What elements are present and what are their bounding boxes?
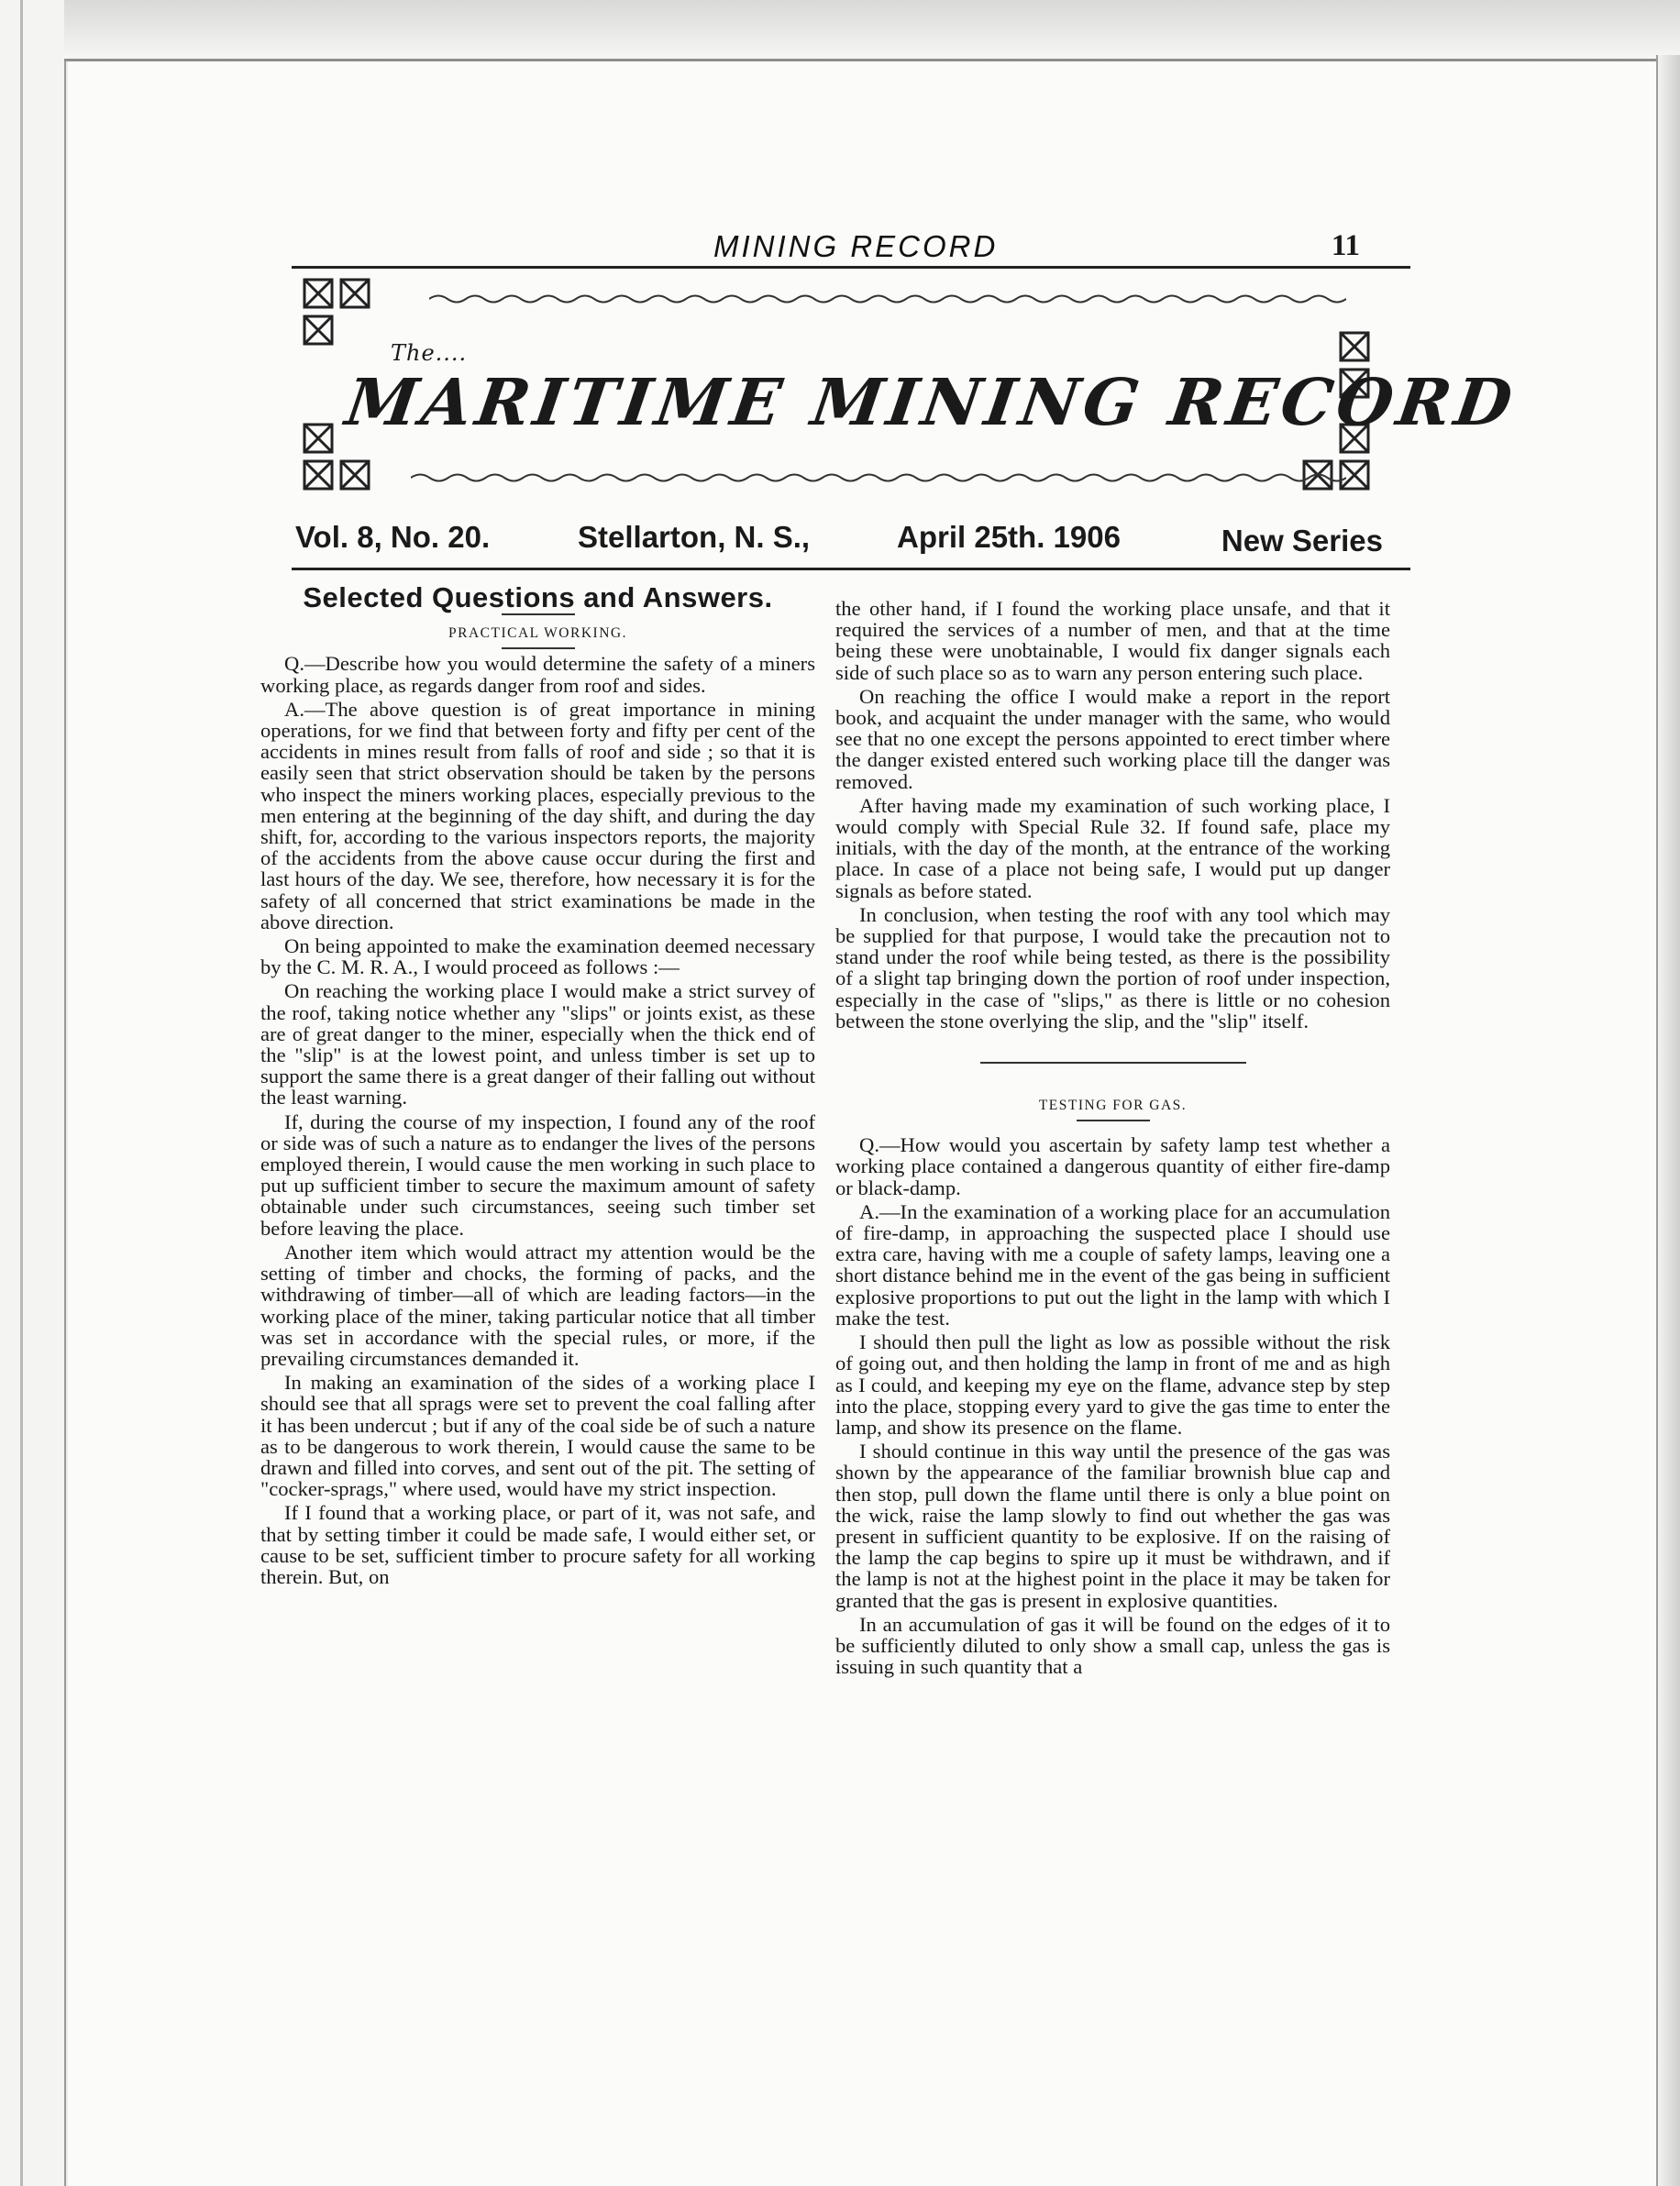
paragraph: In making an examination of the sides of a working place I should see that all sprags were set to prevent the coal falling after it has been undercut ; but if any of the coal side be of such a nature as to be dangerous to work therein, I would cause the same to be drawn and filled into corves, and sent out of the pit. The setting of "cocker-sprags," where used, would have my strict inspection. [260, 1371, 815, 1501]
paragraph: After having made my examination of such working place, I would comply with Special Rule 32. If found safe, place my initials, with the day of the month, at the entrance of the working place. In case of a place not being safe, I would put up danger signals as before stated. [835, 793, 1390, 902]
paragraph: On being appointed to make the examination deemed necessary by the C. M. R. A., I would proceed as follows :— [260, 934, 815, 979]
paragraph: On reaching the working place I would make a strict survey of the roof, taking notice whether any "slips" or joints exist, as these are of great danger to the miner, especially when the thick end of the "slip" is at the lowest point, and unless timber is set up to support the same there is a great danger of their falling out without the least warning. [260, 979, 815, 1110]
paragraph: I should then pull the light as low as possible without the risk of going out, and then holding the lamp in front of me and as high as I could, and keeping my eye on the flame, advance step by step into the place, stopping every yard to give the gas time to enter the lamp, and show its presence on the flame. [835, 1330, 1390, 1439]
volume-number: Vol. 8, No. 20. [295, 520, 491, 554]
article-headline: Selected Questions and Answers. [303, 581, 773, 613]
paragraph: If, during the course of my inspection, I found any of the roof or side was of such a nature as to endanger the lives of the persons employed therein, I would cause the men working in such place to put up sufficient timber to secure the maximum amount of safety obtainable under such circumstances, seeing such timber set before leaving the place. [260, 1110, 815, 1240]
page-number: 11 [1331, 229, 1360, 262]
left-column [260, 581, 815, 1590]
paragraph: I should continue in this way until the presence of the gas was shown by the appearance of the familiar brownish blue cap and then stop, pull down the flame until there is only a blue point on the wick, raise the lamp slowly to find out whether the gas was present in sufficient quantity to be explosive. If on the raising of the lamp the cap begins to spire up it must be withdrawn, and if the lamp is not at the highest point in the place it may be taken for granted that the gas is present in explosive quantities. [835, 1440, 1390, 1612]
divider [980, 1062, 1246, 1064]
masthead-prefix: The.... [391, 340, 468, 366]
paragraph: Q.—How would you ascertain by safety lamp test whether a working place contained a dangerous quantity of either fire-damp or black-damp. [835, 1133, 1390, 1199]
divider [1077, 1120, 1150, 1121]
paragraph: the other hand, if I found the working place unsafe, and that it required the services of a number of men, and that at the time being these were unobtainable, I would fix danger signals each side of such place so as to warn any person entering such place. [835, 597, 1390, 684]
paragraph: On reaching the office I would make a report in the report book, and acquaint the under manager with the same, who would see that no one except the persons appointed to erect timber where the danger existed entered such working place till the danger was removed. [835, 684, 1390, 793]
running-header [292, 229, 1410, 269]
paragraph: If I found that a working place, or part of it, was not safe, and that by setting timber it could be made safe, I would either set, or cause to be set, sufficient timber to procure safety for all working therein. But, on [260, 1501, 815, 1588]
scan-top-margin [64, 0, 1680, 61]
issue-date: April 25th. 1906 [897, 520, 1121, 554]
paragraph: A.—The above question is of great importance in mining operations, for we find that between forty and fifty per cent of the accidents in mines result from falls of roof and side ; so that it is easily seen that strict observation should be taken by the persons who inspect the miners working places, especially previous to the men entering at the beginning of the day shift, and during the day shift, for, according to the various inspectors reports, the majority of the accidents from the above cause occur during the first and last hours of the day. We see, therefore, how necessary it is for the safety of all concerned that strict examinations be made in the above direction. [260, 697, 815, 933]
masthead [292, 274, 1521, 503]
paragraph: Another item which would attract my attention would be the setting of timber and chocks, the forming of packs, and the withdrawing of timber—all of which are leading factors—in the working place of the miner, taking particular notice that all timber was set in accordance with the special rules, or more, if the prevailing circumstances demanded it. [260, 1240, 815, 1370]
paragraph: Q.—Describe how you would determine the safety of a miners working place, as regards danger from roof and sides. [260, 652, 815, 697]
right-column [835, 598, 1390, 1680]
paragraph: In an accumulation of gas it will be found on the edges of it to be sufficiently diluted to only show a small cap, unless the gas is issuing in such quantity that a [835, 1612, 1390, 1679]
publication-place: Stellarton, N. S., [578, 520, 811, 554]
divider [502, 613, 575, 615]
divider [502, 647, 575, 649]
scan-right-margin [1656, 55, 1680, 2186]
paragraph: A.—In the examination of a working place for an accumulation of fire-damp, in approaching the suspected place I should use extra care, having with me a couple of safety lamps, leaving one a short distance behind me in the event of the gas being in sufficient explosive proportions to put out the light in the lamp with which I make the test. [835, 1199, 1390, 1330]
series-label: New Series [1221, 524, 1383, 558]
section-title: PRACTICAL WORKING. [448, 625, 627, 642]
page-content [260, 229, 1521, 1679]
paragraph: In conclusion, when testing the roof with any tool which may be supplied for that purpose, I would take the precaution not to stand under the roof while being tested, as there is the possibility of a slight tap bringing down the portion of roof under inspection, especially in the case of "slips," as there is little or no cohesion between the stone overlying the slip, and the "slip" itself. [835, 902, 1390, 1032]
ornament-wavy-rule-icon [411, 471, 1346, 484]
scan-left-margin [0, 0, 66, 2186]
running-title: MINING RECORD [713, 229, 999, 263]
ornament-wavy-rule-icon [429, 293, 1346, 305]
issue-info-bar [292, 511, 1410, 570]
section-title: TESTING FOR GAS. [1038, 1098, 1188, 1114]
masthead-title: MARITIME MINING RECORD [341, 364, 1521, 440]
ornament-corner-icon [301, 276, 374, 349]
